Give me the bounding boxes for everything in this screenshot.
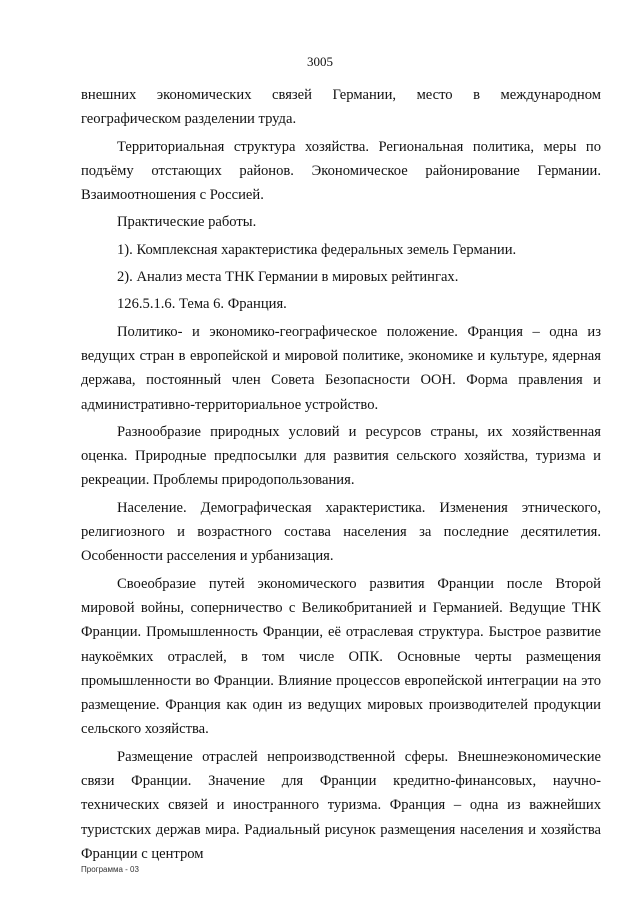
- paragraph: Политико- и экономико-географическое положение. Франция – одна из ведущих стран в европейской и мировой политике, экономике и культуре, ядерная держава, постоянный член Совета Безопасности ООН. Форма правления и административно-территориальное устройство.: [81, 323, 601, 413]
- page-number: 3005: [307, 54, 333, 69]
- paragraph: Размещение отраслей непроизводственной сферы. Внешнеэкономические связи Франции. Значение для Франции кредитно-финансовых, научно-технических связей и иностранного туризма. Франция – одна из важнейших туристских держав мира. Радиальный рисунок размещения населения и хозяйства Франции с центром: [81, 748, 601, 862]
- section-heading: 126.5.1.6. Тема 6. Франция.: [117, 296, 287, 313]
- footer-label: Программа - 03: [81, 865, 139, 874]
- paragraph: 1). Комплексная характеристика федеральных земель Германии.: [117, 241, 517, 258]
- paragraph: Территориальная структура хозяйства. Региональная политика, меры по подъёму отстающих районов. Экономическое районирование Германии. Взаимоотношения с Россией.: [81, 138, 601, 204]
- paragraph: 2). Анализ места ТНК Германии в мировых рейтингах.: [117, 269, 459, 286]
- body-text: [81, 83, 601, 866]
- paragraph: Разнообразие природных условий и ресурсов страны, их хозяйственная оценка. Природные предпосылки для развития сельского хозяйства, туризма и рекреации. Проблемы природопользования.: [81, 423, 601, 489]
- paragraph: Население. Демографическая характеристика. Изменения этнического, религиозного и возрастного состава населения за последние десятилетия. Особенности расселения и урбанизация.: [81, 499, 601, 565]
- paragraph: внешних экономических связей Германии, место в международном географическом разделении труда.: [81, 87, 601, 128]
- paragraph: Практические работы.: [117, 214, 257, 231]
- paragraph: Своеобразие путей экономического развития Франции после Второй мировой войны, соперничество с Великобританией и Германией. Ведущие ТНК Франции. Промышленность Франции, её отраслевая структура. Быстрое развитие наукоёмких отраслей, в том числе ОПК. Основные черты размещения промышленности во Франции. Влияние процессов европейской интеграции на это размещение. Франция как один из ведущих мировых производителей продукции сельского хозяйства.: [81, 575, 601, 738]
